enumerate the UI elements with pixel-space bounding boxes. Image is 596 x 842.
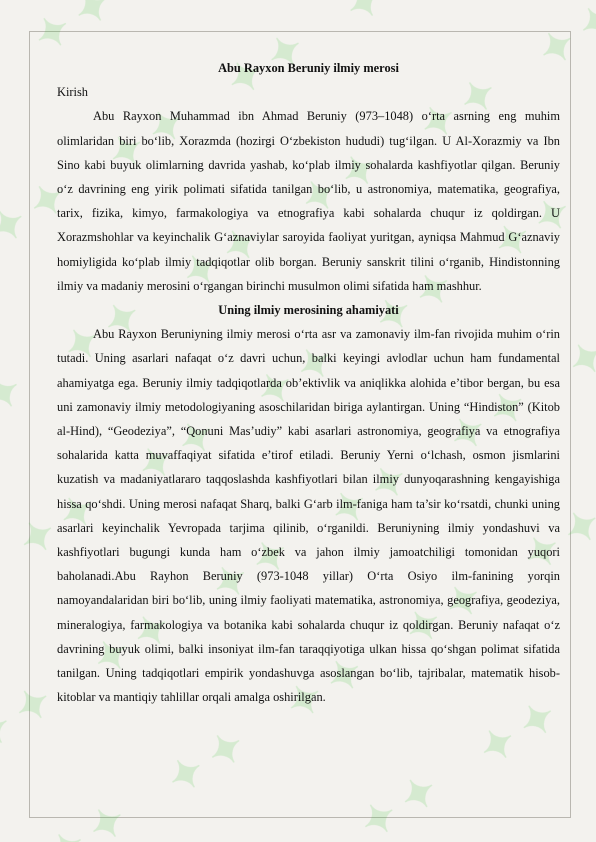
document-body (57, 56, 560, 709)
intro-heading: Kirish (57, 85, 88, 100)
intro-paragraph: Abu Rayxon Muhammad ibn Ahmad Beruniy (973–1048) o‘rta asrning eng muhim olimlaridan biri bo‘lib, Xorazmda (hozirgi O‘zbekiston hududi) tug‘ilgan. U Al-Xorazmiy va Ibn Sino kabi buyuk olimlarning davrida yashab, ko‘plab ilmiy sohalarda kashfiyotlar qilgan. Beruniy o‘z davrining eng yirik polimati sifatida tanilgan bo‘lib, u astronomiya, matematika, geografiya, tarix, fizika, kimyo, farmakologiya va etnografiya kabi sohalarda chuqur iz qoldirgan. U Xorazmshohlar va keyinchalik G‘aznaviylar saroyida faoliyat yuritgan, ayniqsa Mahmud G‘aznaviy homiyligida ko‘plab ilmiy tadqiqotlar olib borgan. Beruniy sanskrit tilini o‘rganib, Hindistonning ilmiy va madaniy merosini o‘rgangan birinchi musulmon olimi sifatida ham mashhur. (57, 109, 560, 293)
section-paragraph: Abu Rayxon Beruniyning ilmiy merosi o‘rta asr va zamonaviy ilm-fan rivojida muhim o‘rin tutadi. Uning asarlari nafaqat o‘z davri uchun, balki keyingi avlodlar uchun ham fundamental ahamiyatga ega. Beruniy ilmiy tadqiqotlarda ob’ektivlik va aniqlikka alohida e’tibor bergan, bu esa uni zamonaviy ilmiy metodologiyaning asoschilaridan biriga aylantirgan. Uning “Hindiston” (Kitob al-Hind), “Geodeziya”, “Qonuni Mas’udiy” kabi asarlari astronomiya, geografiya va etnografiya sohalarida katta muvaffaqiyat sifatida e’tirof etiladi. Beruniy Yerni o‘lchash, osmon jismlarini kuzatish va madaniyatlararo taqqoslashda kashfiyotlari bilan ilmiy dunyoqarashning kengayishiga hissa qo‘shdi. Uning merosi nafaqat Sharq, balki G‘arb ilm-faniga ham ta’sir ko‘rsatdi, chunki uning asarlari keyinchalik Yevropada tarjima qilinib, o‘rganildi. Beruniyning ilmiy yondashuvi va kashfiyotlari bugungi kunda ham o‘zbek va jahon ilmiy jamoatchiligi tomonidan yuqori baholanadi.Abu Rayhon Beruniy (973-1048 yillar) O‘rta Osiyo ilm-fanining yorqin namoyandalaridan biri bo‘lib, uning ilmiy faoliyati matematika, astronomiya, geografiya, geodeziya, mineralogiya, farmakologiya va botanika kabi sohalarda chuqur iz qoldirgan. Beruniy nafaqat o‘z davrining buyuk olimi, balki insoniyat ilm-fan taraqqiyotiga ulkan hissa qo‘shgan polimat sifatida tanilgan. Uning tadqiqotlari empirik yondashuvga asoslangan bo‘lib, tajribalar, matematik hisob-kitoblar va mantiqiy tahlillar orqali amalga oshirilgan. (57, 327, 560, 705)
document-title: Abu Rayxon Beruniy ilmiy merosi (218, 61, 399, 75)
section-heading: Uning ilmiy merosining ahamiyati (218, 303, 399, 318)
